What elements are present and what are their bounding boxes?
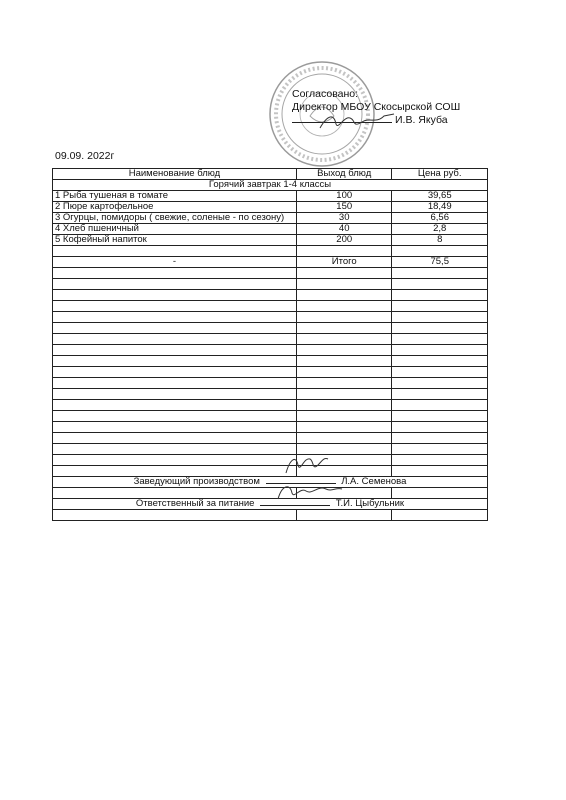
empty-row xyxy=(53,411,488,422)
dish-price: 2,8 xyxy=(392,224,488,235)
dish-price: 6,56 xyxy=(392,213,488,224)
nutrition-signature-row xyxy=(53,499,488,510)
total-label: Итого xyxy=(296,257,392,268)
empty-row xyxy=(53,367,488,378)
header-dish-name: Наименование блюд xyxy=(53,169,297,180)
section-title: Горячий завтрак 1-4 классы xyxy=(53,180,488,191)
dish-name: 4 Хлеб пшеничный xyxy=(53,224,297,235)
dish-name: 5 Кофейный напиток xyxy=(53,235,297,246)
dish-yield: 40 xyxy=(296,224,392,235)
empty-row xyxy=(53,334,488,345)
nutrition-responsible-signature xyxy=(274,481,344,503)
dish-yield: 100 xyxy=(296,191,392,202)
empty-row xyxy=(53,268,488,279)
header-yield: Выход блюд xyxy=(296,169,392,180)
empty-row xyxy=(53,422,488,433)
approval-position: Директор МБОУ Скосырской СОШ xyxy=(292,101,461,113)
dish-name: 3 Огурцы, помидоры ( свежие, соленые - по сезону) xyxy=(53,213,297,224)
empty-row xyxy=(53,323,488,334)
dish-name: 1 Рыба тушеная в томате xyxy=(53,191,297,202)
header-price: Цена руб. xyxy=(392,169,488,180)
empty-row xyxy=(53,312,488,323)
approval-signer: И.В. Якуба xyxy=(395,114,448,126)
section-title-row xyxy=(53,180,488,191)
nutrition-responsible-title: Ответственный за питание xyxy=(135,498,255,509)
table-row xyxy=(53,235,488,246)
dish-price: 8 xyxy=(392,235,488,246)
signature-line xyxy=(260,505,330,506)
table-row xyxy=(53,213,488,224)
empty-row xyxy=(53,246,488,257)
empty-row xyxy=(53,378,488,389)
empty-row xyxy=(53,389,488,400)
empty-row xyxy=(53,488,488,499)
production-manager-name: Л.А. Семенова xyxy=(341,476,407,487)
empty-row xyxy=(53,466,488,477)
total-mark: - xyxy=(53,257,297,268)
table-header-row xyxy=(53,169,488,180)
empty-row xyxy=(53,510,488,521)
empty-row xyxy=(53,356,488,367)
empty-row xyxy=(53,279,488,290)
total-value: 75,5 xyxy=(392,257,488,268)
approval-label: Согласовано: xyxy=(292,88,359,100)
dish-price: 39,65 xyxy=(392,191,488,202)
nutrition-responsible-name: Т.И. Цыбульник xyxy=(335,498,405,509)
document-date: 09.09. 2022г xyxy=(55,150,115,162)
director-signature xyxy=(318,110,398,132)
production-signature-row xyxy=(53,477,488,488)
production-manager-signature xyxy=(282,453,332,477)
empty-row xyxy=(53,455,488,466)
dish-yield: 200 xyxy=(296,235,392,246)
dish-yield: 150 xyxy=(296,202,392,213)
table-row xyxy=(53,191,488,202)
dish-yield: 30 xyxy=(296,213,392,224)
empty-row xyxy=(53,345,488,356)
empty-row xyxy=(53,290,488,301)
production-manager-title: Заведующий производством xyxy=(133,476,260,487)
menu-table xyxy=(52,168,488,521)
empty-row xyxy=(53,444,488,455)
empty-row xyxy=(53,433,488,444)
total-row xyxy=(53,257,488,268)
table-row xyxy=(53,224,488,235)
empty-row xyxy=(53,301,488,312)
dish-name: 2 Пюре картофельное xyxy=(53,202,297,213)
table-row xyxy=(53,202,488,213)
empty-row xyxy=(53,400,488,411)
dish-price: 18,49 xyxy=(392,202,488,213)
